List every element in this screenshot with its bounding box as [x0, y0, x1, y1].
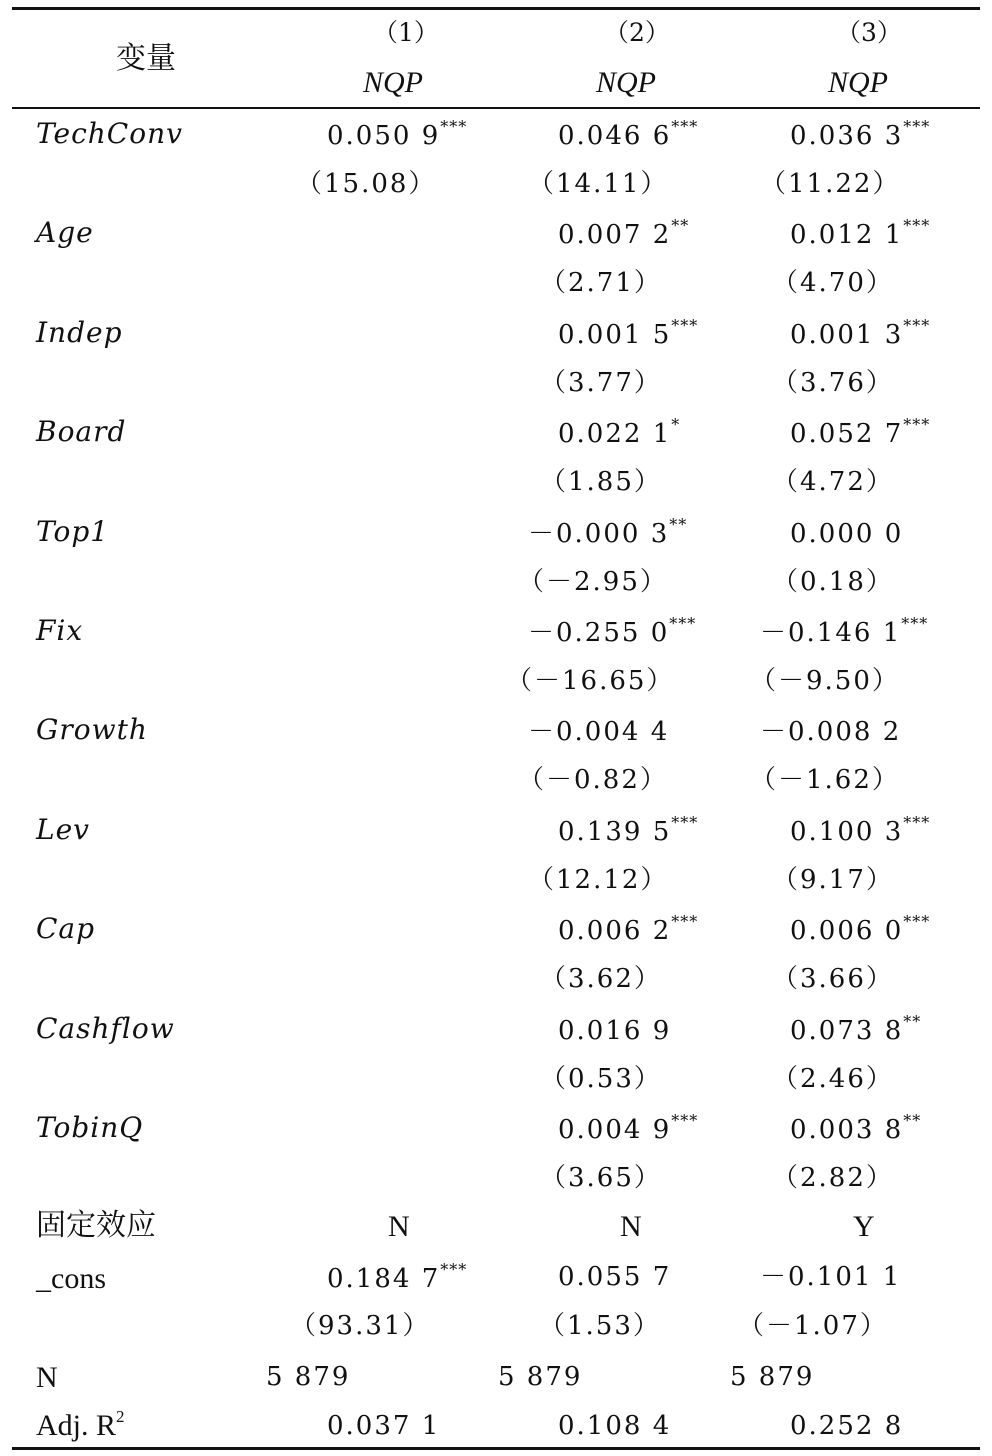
n-col1: 5 879: [266, 1362, 351, 1392]
coef-cell-col3: [790, 315, 931, 350]
adj-r2-col2: 0.108 4: [558, 1411, 672, 1441]
cons-col3-t: （－1.07）: [738, 1311, 888, 1341]
header-col1-number: （1）: [373, 18, 439, 47]
coef-cell-col2: [558, 912, 699, 947]
coef-value: 0.003 8: [790, 1115, 904, 1145]
t-stat-col2: （3.65）: [540, 1163, 662, 1193]
row-label: Cap: [36, 912, 96, 946]
t-stat-col2: （2.71）: [540, 268, 662, 299]
coef-cell-col3: [790, 1111, 922, 1145]
coef-value: 0.012 1: [790, 220, 904, 251]
header-col3-number: （3）: [836, 18, 902, 47]
coef-value: 0.050 9: [327, 121, 441, 151]
fixed-effects-col1: N: [388, 1210, 410, 1243]
significance-stars: ***: [669, 614, 697, 633]
coef-cell-col2: [558, 1111, 699, 1145]
significance-stars: ***: [440, 117, 468, 136]
cons-label: _cons: [36, 1262, 106, 1295]
cons-col1-stars: ***: [440, 1260, 468, 1279]
row-label: Top1: [36, 514, 110, 548]
coef-value: 0.006 2: [558, 916, 672, 947]
adj-r2-col3: 0.252 8: [790, 1411, 904, 1441]
t-stat-col1: （15.08）: [296, 169, 437, 199]
coef-cell-col2: [558, 315, 699, 350]
header-col2-dependent: NQP: [596, 66, 656, 99]
fixed-effects-label: 固定效应: [36, 1208, 156, 1243]
coef-value: 0.073 8: [790, 1015, 904, 1046]
t-stat-col2: （3.62）: [540, 964, 662, 995]
bottom-rule: [12, 1447, 980, 1450]
cons-col2-t: （1.53）: [539, 1311, 661, 1341]
significance-stars: *: [671, 415, 681, 435]
significance-stars: ***: [903, 315, 931, 335]
adj-r2-label: Adj. $R^2$: [36, 1407, 125, 1442]
significance-stars: ***: [671, 117, 699, 136]
significance-stars: **: [669, 514, 688, 534]
coef-value: －0.004 4: [528, 717, 670, 748]
t-stat-col2: （14.11）: [528, 169, 669, 199]
coef-cell-col3: [790, 1011, 922, 1046]
fixed-effects-col2: N: [620, 1210, 642, 1243]
t-stat-col3: （－9.50）: [750, 666, 900, 696]
row-label: TobinQ: [36, 1111, 144, 1144]
row-label: Lev: [36, 812, 90, 846]
t-stat-col2: （3.77）: [540, 367, 662, 398]
t-stat-col3: （4.72）: [772, 467, 894, 498]
coef-value: －0.255 0: [528, 618, 670, 648]
t-stat-col3: （－1.62）: [750, 765, 900, 796]
coef-value: 0.016 9: [558, 1015, 672, 1046]
coef-cell-col2: [558, 117, 699, 151]
row-label: Board: [36, 415, 127, 449]
t-stat-col3: （4.70）: [772, 268, 894, 299]
coef-value: 0.036 3: [790, 121, 904, 151]
n-label: N: [36, 1361, 58, 1394]
cons-col2-coef: 0.055 7: [558, 1262, 672, 1292]
top-rule: [12, 7, 980, 10]
coef-value: 0.046 6: [558, 121, 672, 151]
coef-value: －0.008 2: [760, 717, 902, 748]
row-label: Growth: [36, 713, 148, 747]
coef-cell-col3: [760, 614, 929, 648]
t-stat-col3: （2.46）: [772, 1063, 894, 1094]
t-stat-col3: （9.17）: [772, 864, 894, 895]
t-stat-col2: （1.85）: [540, 467, 662, 498]
coef-cell-col3: [790, 415, 931, 450]
significance-stars: **: [903, 1111, 922, 1130]
coef-cell-col1: [327, 117, 468, 151]
significance-stars: **: [903, 1011, 922, 1031]
coef-cell-col2: [558, 812, 699, 847]
row-label: TechConv: [36, 117, 183, 150]
coef-value: －0.146 1: [760, 618, 902, 648]
row-label: Cashflow: [36, 1011, 175, 1045]
t-stat-col2: （－16.65）: [506, 666, 675, 696]
t-stat-col2: （－0.82）: [518, 765, 668, 796]
coef-cell-col3: [790, 216, 931, 251]
coef-cell-col2: [528, 717, 670, 748]
coef-value: 0.004 9: [558, 1115, 672, 1145]
significance-stars: ***: [903, 216, 931, 236]
t-stat-col3: （3.76）: [772, 367, 894, 398]
significance-stars: ***: [671, 315, 699, 335]
row-label: Age: [36, 216, 94, 250]
significance-stars: ***: [903, 812, 931, 832]
coef-value: 0.000 0: [790, 518, 904, 549]
significance-stars: ***: [671, 1111, 699, 1130]
t-stat-col2: （0.53）: [540, 1063, 662, 1094]
header-col3-dependent: NQP: [828, 66, 888, 99]
t-stat-col3: （2.82）: [772, 1163, 894, 1193]
row-label: Indep: [36, 315, 123, 349]
significance-stars: ***: [901, 614, 929, 633]
header-col1-dependent: NQP: [363, 66, 423, 99]
n-col2: 5 879: [498, 1362, 583, 1392]
coef-value: 0.022 1: [558, 419, 672, 450]
t-stat-col3: （3.66）: [772, 964, 894, 995]
t-stat-col2: （12.12）: [528, 864, 669, 895]
coef-value: －0.000 3: [528, 518, 670, 549]
coef-value: 0.001 3: [790, 319, 904, 350]
adj-r2-superscript: 2: [116, 1407, 125, 1426]
significance-stars: ***: [903, 415, 931, 435]
coef-cell-col2: [528, 514, 688, 549]
coef-cell-col2: [558, 216, 690, 251]
coef-cell-col3: [790, 812, 931, 847]
header-col2-number: （2）: [604, 18, 670, 47]
header-variable-label: 变量: [116, 41, 176, 76]
coef-cell-col3: [790, 117, 931, 151]
coef-value: 0.139 5: [558, 816, 672, 847]
coef-cell-col2: [558, 1015, 672, 1046]
coef-cell-col3: [790, 912, 931, 947]
t-stat-col3: （11.22）: [760, 169, 901, 199]
significance-stars: ***: [671, 912, 699, 932]
t-stat-col2: （－2.95）: [518, 566, 668, 597]
coef-value: 0.052 7: [790, 419, 904, 450]
n-col3: 5 879: [730, 1362, 815, 1392]
coef-value: 0.007 2: [558, 220, 672, 251]
significance-stars: ***: [671, 812, 699, 832]
row-label: Fix: [36, 614, 84, 647]
coef-value: 0.001 5: [558, 319, 672, 350]
significance-stars: ***: [903, 117, 931, 136]
coef-cell-col2: [528, 614, 697, 648]
cons-col3-coef: －0.101 1: [760, 1262, 902, 1292]
t-stat-col3: （0.18）: [772, 566, 894, 597]
adj-r2-col1: 0.037 1: [327, 1411, 441, 1441]
significance-stars: ***: [903, 912, 931, 932]
coef-cell-col3: [760, 717, 902, 748]
cons-col1-coef: 0.184 7***: [327, 1260, 468, 1294]
coef-cell-col2: [558, 415, 681, 450]
cons-col1-t: （93.31）: [290, 1311, 431, 1341]
fixed-effects-col3: Y: [853, 1210, 875, 1243]
coef-value: 0.100 3: [790, 816, 904, 847]
coef-value: 0.006 0: [790, 916, 904, 947]
coef-cell-col3: [790, 518, 904, 549]
significance-stars: **: [671, 216, 690, 236]
header-rule: [12, 107, 980, 109]
